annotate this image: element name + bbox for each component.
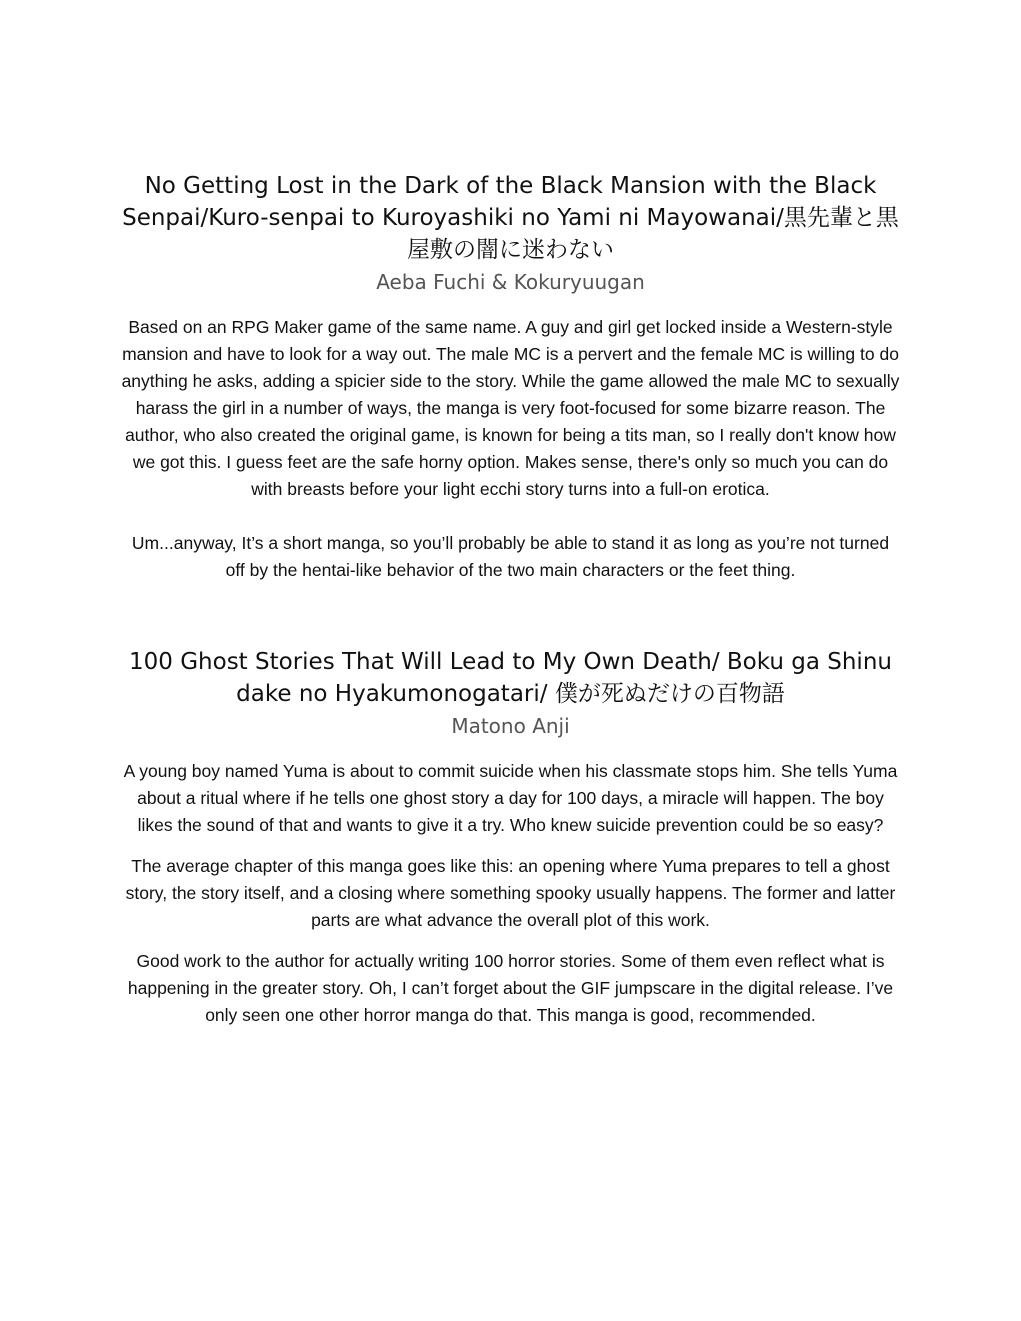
entry-paragraph: Based on an RPG Maker game of the same name. A guy and girl get locked inside a Western-style mansion and have to look for a way out. The male MC is a pervert and the female MC is willing to do anything he asks, adding a spicier side to the story. While the game allowed the male MC to sexually harass the girl in a number of ways, the manga is very foot-focused for some bizarre reason. The author, who also created the original game, is known for being a tits man, so I really don't know how we got this. I guess feet are the safe horny option. Makes sense, there's only so much you can do with breasts before your light ecchi story turns into a full-on erotica.	[121, 317, 900, 499]
entry-paragraph: Um...anyway, It’s a short manga, so you’ll probably be able to stand it as long as you’re not turned off by the hentai-like behavior of the two main characters or the feet thing.	[131, 533, 890, 580]
entry-title: No Getting Lost in the Dark of the Black Mansion with the Black Senpai/Kuro-senpai to Kuroyashiki no Yami ni Mayowanai/黒先輩と黒屋敷の闇に迷わない	[122, 173, 899, 263]
document-page	[120, 170, 901, 1043]
entry-paragraph: A young boy named Yuma is about to commit suicide when his classmate stops him. She tells Yuma about a ritual where if he tells one ghost story a day for 100 days, a miracle will happen. The boy likes the sound of that and wants to give it a try. Who knew suicide prevention could be so easy?	[123, 761, 898, 835]
entry-paragraph: The average chapter of this manga goes like this: an opening where Yuma prepares to tell a ghost story, the story itself, and a closing where something spooky usually happens. The former and latter parts are what advance the overall plot of this work.	[125, 856, 896, 930]
review-entry-2	[120, 646, 901, 1029]
review-entry-1	[120, 170, 901, 584]
entry-author: Aeba Fuchi & Kokuryuugan	[376, 270, 645, 294]
entry-title: 100 Ghost Stories That Will Lead to My Own Death/ Boku ga Shinu dake no Hyakumonogatari/ 僕が死ぬだけの百物語	[129, 649, 892, 707]
entry-paragraph: Good work to the author for actually writing 100 horror stories. Some of them even reflect what is happening in the greater story. Oh, I can’t forget about the GIF jumpscare in the digital release. I’ve only seen one other horror manga do that. This manga is good, recommended.	[127, 951, 894, 1025]
entry-author: Matono Anji	[451, 714, 570, 738]
